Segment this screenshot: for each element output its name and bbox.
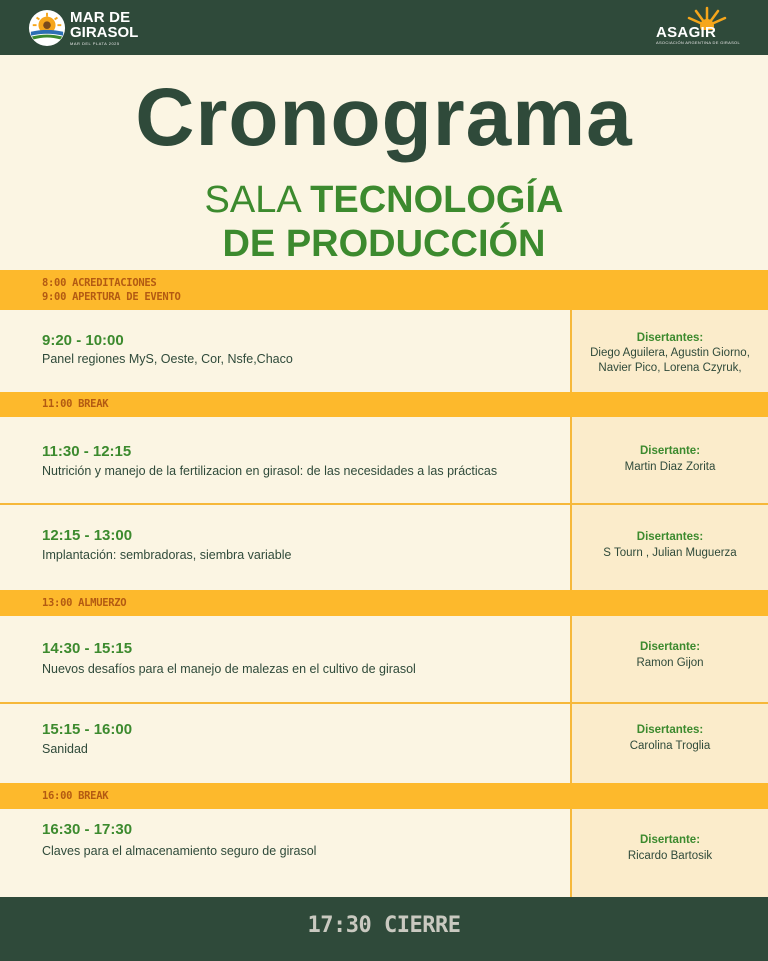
asagir-logo <box>656 6 740 48</box>
session-title: Panel regiones MyS, Oeste, Cor, Nsfe,Chaco <box>42 352 293 366</box>
sunflower-logo-icon <box>28 9 66 47</box>
break-label: 16:00 BREAK <box>42 790 109 802</box>
top-bar <box>0 0 768 55</box>
room-name-line-1: TECNOLOGÍA <box>310 179 564 221</box>
opening-band <box>0 270 768 310</box>
session-row <box>0 809 768 897</box>
session-time: 11:30 - 12:15 <box>42 443 132 460</box>
speaker-label: Disertante: <box>639 445 701 457</box>
asagir-subtitle: ASOCIACIÓN ARGENTINA DE GIRASOL <box>656 40 740 45</box>
lunch-band <box>0 590 768 616</box>
session-time: 12:15 - 13:00 <box>42 527 133 544</box>
session-title: Sanidad <box>42 742 88 756</box>
break-band <box>0 392 768 417</box>
logo-line-3: MAR DEL PLATA 2025 <box>70 41 120 46</box>
speaker-label: Disertante: <box>639 641 701 653</box>
speaker-names: S Tourn , Julian Muguerza <box>603 547 737 559</box>
session-row <box>0 310 768 392</box>
opening-line-1: 8:00 ACREDITACIONES <box>42 277 157 289</box>
speaker-names: Martin Diaz Zorita <box>624 461 716 473</box>
session-time: 16:30 - 17:30 <box>42 821 133 838</box>
session-row <box>0 417 768 503</box>
session-row <box>0 704 768 783</box>
break-label: 11:00 BREAK <box>42 398 109 410</box>
session-time: 14:30 - 15:15 <box>42 640 133 657</box>
session-row <box>0 505 768 590</box>
speaker-label: Disertante: <box>639 834 701 846</box>
opening-line-2: 9:00 APERTURA DE EVENTO <box>42 291 181 303</box>
speaker-names: Diego Aguilera, Agustin Giorno, Navier Pico, Lorena Czyruk, <box>590 347 750 374</box>
session-time: 15:15 - 16:00 <box>42 721 133 738</box>
speaker-label: Disertantes: <box>636 332 704 344</box>
break-band <box>0 783 768 809</box>
logo-line-1: MAR DE <box>70 9 131 26</box>
speaker-names: Carolina Troglia <box>629 740 711 752</box>
room-name-line-2: DE PRODUCCIÓN <box>222 223 546 265</box>
speaker-label: Disertantes: <box>636 531 704 543</box>
speaker-names: Ramon Gijon <box>636 657 704 669</box>
speaker-label: Disertantes: <box>636 724 704 736</box>
session-row <box>0 616 768 702</box>
closing-label: 17:30 CIERRE <box>307 913 461 938</box>
session-time: 9:20 - 10:00 <box>42 332 124 349</box>
page-title: Cronograma <box>135 72 633 163</box>
footer-bar <box>0 897 768 961</box>
session-title: Claves para el almacenamiento seguro de girasol <box>42 844 317 858</box>
asagir-name: ASAGIR <box>656 24 717 41</box>
session-title: Nuevos desafíos para el manejo de malezas en el cultivo de girasol <box>42 662 416 676</box>
session-title: Nutrición y manejo de la fertilizacion en girasol: de las necesidades a las prácticas <box>42 464 498 478</box>
mar-de-girasol-logo <box>28 8 138 48</box>
room-prefix: SALA <box>204 179 300 221</box>
speaker-names: Ricardo Bartosik <box>627 850 713 862</box>
logo-line-2: GIRASOL <box>70 24 139 41</box>
lunch-label: 13:00 ALMUERZO <box>42 597 127 609</box>
room-title <box>0 178 768 266</box>
session-title: Implantación: sembradoras, siembra variable <box>42 548 292 562</box>
